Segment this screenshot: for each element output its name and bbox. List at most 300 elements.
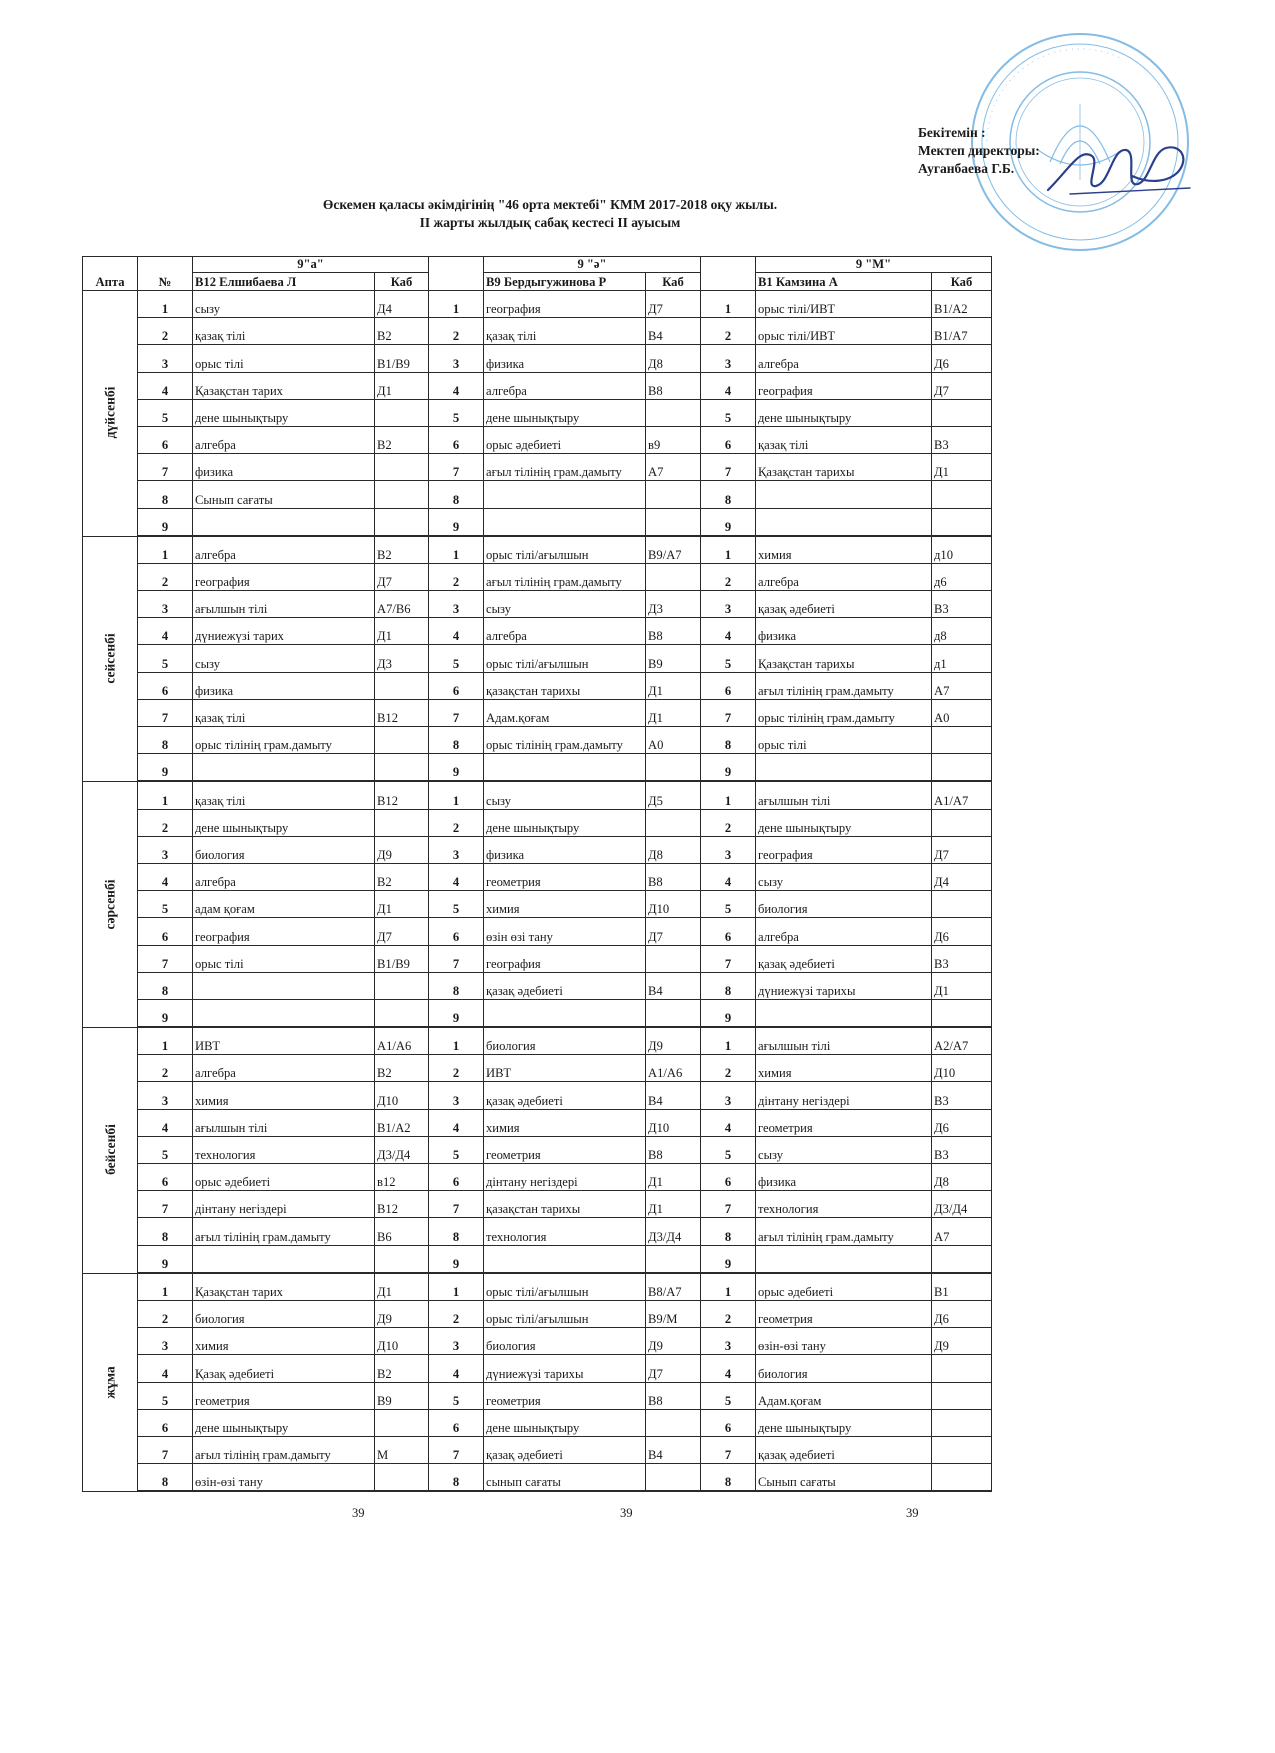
lesson-number: 8 [429,1464,484,1491]
header-row-teachers [83,273,992,291]
subject-9m: алгебра [756,918,932,945]
lesson-number: 2 [429,809,484,836]
subject-9ae: геометрия [484,1136,646,1163]
lesson-number: 6 [429,672,484,699]
room-9m: В1/А7 [932,318,992,345]
room-9a: в12 [375,1164,429,1191]
subject-9m: орыс тілінің грам.дамыту [756,699,932,726]
subject-9a: технология [193,1136,375,1163]
lesson-number: 5 [138,399,193,426]
schedule-row [83,1355,992,1382]
room-9ae: В4 [646,1436,701,1463]
subject-9m: Адам.қоғам [756,1382,932,1409]
room-9a: В12 [375,782,429,809]
room-9ae: А7 [646,454,701,481]
document-title [250,196,850,232]
subject-9ae: сызу [484,782,646,809]
lesson-number: 7 [701,1436,756,1463]
header-spacer [429,257,484,273]
lesson-number: 5 [138,645,193,672]
room-9ae: Д9 [646,1328,701,1355]
day-name-cell [83,291,138,537]
subject-9a: алгебра [193,1055,375,1082]
subject-9a: дене шынықтыру [193,399,375,426]
subject-9ae: ағыл тілінің грам.дамыту [484,563,646,590]
lesson-number: 9 [701,1245,756,1272]
room-9ae [646,809,701,836]
subject-9m [756,1245,932,1272]
day-name-cell [83,536,138,782]
subject-9a: Сынып сағаты [193,481,375,508]
separator-cell [484,1491,646,1492]
subject-9ae: Адам.қоғам [484,699,646,726]
schedule-row [83,863,992,890]
lesson-number: 5 [138,1136,193,1163]
subject-9ae [484,1245,646,1272]
lesson-number: 9 [701,999,756,1026]
subject-9a: орыс тілі [193,945,375,972]
lesson-number: 1 [138,1028,193,1055]
lesson-number: 4 [429,1109,484,1136]
subject-9m: қазақ әдебиеті [756,1436,932,1463]
room-9a [375,754,429,781]
subject-9m: физика [756,618,932,645]
subject-9a: орыс тілінің грам.дамыту [193,727,375,754]
room-9ae: Д1 [646,672,701,699]
lesson-number: 9 [138,754,193,781]
room-9m: А7 [932,1218,992,1245]
subject-9a: сызу [193,291,375,318]
room-9m: д8 [932,618,992,645]
room-9m: д6 [932,563,992,590]
subject-9ae: қазақ тілі [484,318,646,345]
room-9ae: В8 [646,618,701,645]
subject-9a: география [193,563,375,590]
room-9ae: В8 [646,372,701,399]
subject-9ae: алгебра [484,618,646,645]
day-name: сейсенбі [102,633,118,684]
subject-9ae: ағыл тілінің грам.дамыту [484,454,646,481]
room-9m: А7 [932,672,992,699]
lesson-number: 6 [701,1164,756,1191]
total-lessons-9ae: 39 [620,1506,633,1520]
schedule-row [83,536,992,563]
room-9ae: Д3 [646,591,701,618]
lesson-number: 2 [701,809,756,836]
separator-cell [429,1491,484,1492]
subject-9a: қазақ тілі [193,318,375,345]
subject-9ae: қазақстан тарихы [484,1191,646,1218]
subject-9m: химия [756,1055,932,1082]
subject-9ae: химия [484,1109,646,1136]
lesson-number: 1 [138,782,193,809]
room-9a: В1/А2 [375,1109,429,1136]
subject-9ae: дене шынықтыру [484,809,646,836]
subject-9a: ИВТ [193,1028,375,1055]
subject-9a: қазақ тілі [193,782,375,809]
subject-9m: ағыл тілінің грам.дамыту [756,672,932,699]
lesson-number: 6 [701,1409,756,1436]
room-9a: Д1 [375,372,429,399]
room-9m: д1 [932,645,992,672]
subject-9a: орыс тілі [193,345,375,372]
schedule-row [83,809,992,836]
subject-9m: дене шынықтыру [756,1409,932,1436]
lesson-number: 6 [701,918,756,945]
room-9a: В2 [375,536,429,563]
lesson-number: 8 [138,1218,193,1245]
lesson-number: 2 [429,563,484,590]
room-9m [932,399,992,426]
day-name: сәрсенбі [102,879,118,930]
room-9ae [646,1464,701,1491]
header-number: № [138,257,193,291]
header-room-9ae: Каб [646,273,701,291]
room-9m [932,891,992,918]
header-spacer [701,257,756,273]
lesson-number: 5 [701,399,756,426]
subject-9a: биология [193,836,375,863]
room-9ae: Д9 [646,1028,701,1055]
room-9a [375,809,429,836]
approval-line-name: Ауганбаева Г.Б. [918,161,1015,176]
day-name: дүйсенбі [102,386,118,439]
room-9ae: В8 [646,1136,701,1163]
schedule-row [83,1464,992,1491]
subject-9ae: физика [484,345,646,372]
subject-9a: геометрия [193,1382,375,1409]
schedule-row [83,918,992,945]
subject-9m: биология [756,891,932,918]
room-9a: В12 [375,1191,429,1218]
lesson-number: 6 [429,1409,484,1436]
lesson-number: 3 [429,1328,484,1355]
lesson-number: 9 [138,508,193,535]
schedule-row [83,481,992,508]
day-name-cell [83,782,138,1028]
subject-9a: Қазақстан тарих [193,372,375,399]
lesson-number: 2 [138,1300,193,1327]
room-9m: А1/А7 [932,782,992,809]
room-9m [932,481,992,508]
lesson-number: 1 [138,536,193,563]
room-9ae: В8 [646,863,701,890]
lesson-number: 3 [138,345,193,372]
day-name-cell [83,1273,138,1492]
lesson-number: 1 [429,1273,484,1300]
header-teacher-9ae: В9 Бердыгужинова Р [484,273,646,291]
subject-9ae: өзін өзі тану [484,918,646,945]
schedule-row [83,1436,992,1463]
lesson-number: 8 [138,481,193,508]
schedule-row [83,454,992,481]
lesson-number: 7 [701,945,756,972]
subject-9ae: геометрия [484,863,646,890]
subject-9ae: технология [484,1218,646,1245]
schedule-row [83,1082,992,1109]
schedule-row [83,1300,992,1327]
room-9a: Д1 [375,618,429,645]
lesson-number: 6 [701,426,756,453]
lesson-number: 2 [429,1055,484,1082]
lesson-number: 6 [138,1164,193,1191]
room-9a [375,1409,429,1436]
lesson-number: 3 [701,836,756,863]
schedule-row [83,891,992,918]
subject-9m: биология [756,1355,932,1382]
lesson-number: 1 [429,782,484,809]
lesson-number: 4 [138,618,193,645]
room-9a: А1/А6 [375,1028,429,1055]
approval-line-director: Мектеп директоры: [918,143,1040,158]
schedule-row [83,426,992,453]
room-9ae: А0 [646,727,701,754]
subject-9ae: геометрия [484,1382,646,1409]
schedule-row [83,754,992,781]
subject-9ae: дүниежүзі тарихы [484,1355,646,1382]
separator-cell [932,1491,992,1492]
subject-9m: технология [756,1191,932,1218]
lesson-number: 2 [701,318,756,345]
room-9a: В1/В9 [375,345,429,372]
lesson-number: 9 [701,754,756,781]
header-class-9m: 9 "М" [756,257,992,273]
subject-9ae: орыс тілінің грам.дамыту [484,727,646,754]
room-9ae: А1/А6 [646,1055,701,1082]
subject-9ae: сызу [484,591,646,618]
subject-9a [193,999,375,1026]
lesson-number: 3 [701,591,756,618]
lesson-number: 1 [701,1028,756,1055]
schedule-row [83,645,992,672]
lesson-number: 7 [429,1436,484,1463]
subject-9a: сызу [193,645,375,672]
header-teacher-9a: В12 Елшибаева Л [193,273,375,291]
title-line-1: Өскемен қаласы әкімдігінің "46 орта мектебі" КММ 2017-2018 оқу жылы. [322,197,778,212]
lesson-number: 2 [138,1055,193,1082]
subject-9ae [484,754,646,781]
lesson-number: 6 [138,426,193,453]
schedule-row [83,972,992,999]
lesson-number: 1 [138,1273,193,1300]
lesson-number: 2 [138,318,193,345]
room-9ae: Д8 [646,345,701,372]
separator-cell [193,1491,375,1492]
room-9m: Д1 [932,454,992,481]
room-9m: Д10 [932,1055,992,1082]
subject-9m: ағылшын тілі [756,782,932,809]
lesson-number: 4 [701,1355,756,1382]
subject-9m: орыс тілі [756,727,932,754]
room-9a: Д7 [375,563,429,590]
room-9ae: Д7 [646,1355,701,1382]
room-9m: Д6 [932,345,992,372]
lesson-number: 2 [429,318,484,345]
subject-9m: қазақ әдебиеті [756,591,932,618]
day-separator-row [83,1491,992,1492]
subject-9m [756,481,932,508]
subject-9m: алгебра [756,563,932,590]
room-9m: Д6 [932,1300,992,1327]
subject-9a: ағыл тілінің грам.дамыту [193,1436,375,1463]
subject-9m: Сынып сағаты [756,1464,932,1491]
room-9m: Д7 [932,836,992,863]
lesson-number: 5 [429,891,484,918]
subject-9ae [484,508,646,535]
room-9m: В3 [932,1136,992,1163]
room-9m: В1/А2 [932,291,992,318]
room-9a [375,481,429,508]
subject-9m: орыс тілі/ИВТ [756,318,932,345]
lesson-number: 8 [701,1464,756,1491]
lesson-number: 8 [701,1218,756,1245]
schedule-row [83,1164,992,1191]
room-9a: В2 [375,863,429,890]
lesson-number: 4 [429,372,484,399]
lesson-number: 6 [429,426,484,453]
room-9ae: В8/А7 [646,1273,701,1300]
subject-9a: дінтану негіздері [193,1191,375,1218]
lesson-number: 1 [701,291,756,318]
room-9m: Д4 [932,863,992,890]
lesson-number: 5 [138,891,193,918]
lesson-number: 3 [701,1082,756,1109]
subject-9a: алгебра [193,863,375,890]
room-9a [375,672,429,699]
lesson-number: 7 [429,945,484,972]
schedule-row [83,1328,992,1355]
lesson-number: 4 [701,618,756,645]
lesson-number: 9 [429,1245,484,1272]
schedule-row [83,345,992,372]
lesson-number: 3 [138,836,193,863]
subject-9m: қазақ тілі [756,426,932,453]
room-9m [932,809,992,836]
lesson-number: 6 [138,918,193,945]
subject-9m: Қазақстан тарихы [756,454,932,481]
subject-9ae: орыс тілі/ағылшын [484,536,646,563]
room-9ae: Д7 [646,918,701,945]
subject-9ae: сынып сағаты [484,1464,646,1491]
room-9m [932,508,992,535]
lesson-number: 5 [701,1382,756,1409]
room-9m: д10 [932,536,992,563]
room-9ae: в9 [646,426,701,453]
day-name: жұма [102,1365,118,1399]
schedule-row [83,1028,992,1055]
room-9m: В3 [932,1082,992,1109]
room-9m [932,754,992,781]
lesson-number: 5 [429,399,484,426]
subject-9ae: қазақ әдебиеті [484,972,646,999]
header-week: Апта [83,257,138,291]
room-9a: В2 [375,426,429,453]
approval-line-approve: Бекітемін : [918,125,986,140]
schedule-row [83,836,992,863]
header-teacher-9m: В1 Камзина А [756,273,932,291]
subject-9m: дене шынықтыру [756,809,932,836]
room-9ae: В4 [646,318,701,345]
subject-9a: алгебра [193,426,375,453]
subject-9m: ағылшын тілі [756,1028,932,1055]
subject-9a: биология [193,1300,375,1327]
lesson-number: 4 [429,618,484,645]
lesson-number: 7 [138,945,193,972]
subject-9m: өзін-өзі тану [756,1328,932,1355]
total-lessons-9m: 39 [906,1506,919,1520]
subject-9m: сызу [756,863,932,890]
lesson-number: 6 [429,918,484,945]
room-9a: Д10 [375,1328,429,1355]
subject-9m: дүниежүзі тарихы [756,972,932,999]
room-9ae: В9/М [646,1300,701,1327]
lesson-number: 5 [429,1382,484,1409]
lesson-number: 5 [701,645,756,672]
lesson-number: 8 [701,727,756,754]
schedule-row [83,508,992,535]
subject-9m: геометрия [756,1109,932,1136]
subject-9a: адам қоғам [193,891,375,918]
schedule-row [83,999,992,1026]
lesson-number: 7 [701,454,756,481]
subject-9a: дене шынықтыру [193,809,375,836]
subject-9m: физика [756,1164,932,1191]
lesson-number: 2 [138,563,193,590]
room-9a: В9 [375,1382,429,1409]
room-9m [932,1409,992,1436]
lesson-number: 3 [138,591,193,618]
room-9ae: Д8 [646,836,701,863]
lesson-number: 7 [429,699,484,726]
lesson-number: 6 [138,672,193,699]
room-9ae: Д1 [646,1164,701,1191]
schedule-row [83,1409,992,1436]
header-class-9a: 9"а" [193,257,429,273]
lesson-number: 4 [138,863,193,890]
room-9a [375,972,429,999]
lesson-number: 8 [138,1464,193,1491]
subject-9ae: қазақ әдебиеті [484,1082,646,1109]
schedule-row [83,399,992,426]
lesson-number: 8 [429,1218,484,1245]
room-9m: В3 [932,945,992,972]
separator-cell [138,1491,193,1492]
lesson-number: 8 [429,972,484,999]
room-9m [932,999,992,1026]
subject-9ae: қазақ әдебиеті [484,1436,646,1463]
lesson-number: 7 [138,1436,193,1463]
lesson-number: 5 [701,891,756,918]
room-9ae [646,508,701,535]
subject-9m [756,999,932,1026]
lesson-number: 4 [701,1109,756,1136]
lesson-number: 4 [138,1355,193,1382]
subject-9ae: география [484,291,646,318]
lesson-number: 9 [701,508,756,535]
lesson-number: 7 [138,1191,193,1218]
separator-cell [701,1491,756,1492]
lesson-number: 1 [429,1028,484,1055]
subject-9ae: дене шынықтыру [484,1409,646,1436]
subject-9m: география [756,372,932,399]
room-9m [932,1382,992,1409]
lesson-number: 8 [429,481,484,508]
director-signature [1040,128,1200,208]
schedule-row [83,372,992,399]
room-9a: В1/В9 [375,945,429,972]
lesson-number: 2 [701,563,756,590]
room-9ae: В4 [646,1082,701,1109]
